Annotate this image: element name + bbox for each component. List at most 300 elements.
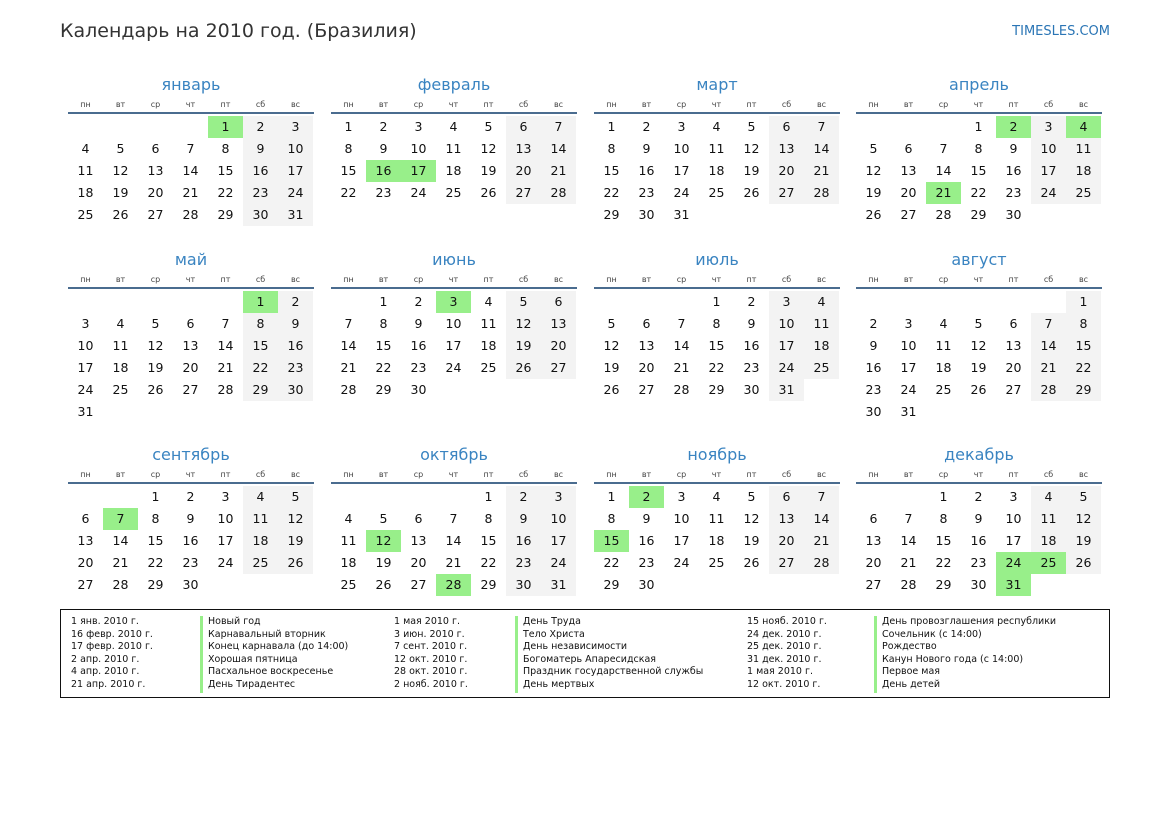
weekday-label: пн	[343, 100, 354, 109]
week-row	[856, 508, 1102, 530]
weekday-label: чт	[448, 100, 459, 109]
empty-cell	[961, 291, 996, 313]
day-cell: 20	[769, 160, 804, 182]
day-cell: 21	[926, 182, 961, 204]
empty-cell	[891, 486, 926, 508]
day-cell: 24	[217, 555, 234, 570]
week-row	[856, 313, 1102, 335]
empty-cell	[103, 291, 138, 313]
day-cell: 11	[1066, 138, 1101, 160]
day-cell: 22	[603, 185, 620, 200]
day-cell: 16	[243, 160, 278, 182]
day-cell: 22	[480, 555, 497, 570]
weekday-label: сб	[1043, 100, 1054, 109]
weekday-label: пт	[746, 275, 757, 284]
day-cell: 14	[340, 338, 357, 353]
empty-cell	[996, 291, 1031, 313]
day-cell: 27	[865, 577, 882, 592]
day-cell: 19	[278, 530, 313, 552]
weekday-label: вт	[378, 100, 389, 109]
weekday-label: сб	[255, 275, 266, 284]
day-cell: 18	[804, 335, 839, 357]
legend-date: 16 февр. 2010 г.	[71, 628, 153, 640]
day-cell: 18	[243, 530, 278, 552]
week-row	[68, 116, 314, 138]
day-cell: 8	[607, 141, 616, 156]
weekday-label: пт	[1008, 100, 1019, 109]
week-row	[68, 574, 314, 596]
day-cell: 23	[375, 185, 392, 200]
weekday-header	[331, 275, 577, 289]
day-cell: 1	[208, 116, 243, 138]
day-cell: 16	[278, 335, 313, 357]
day-cell: 16	[410, 338, 427, 353]
weekday-label: ср	[413, 275, 424, 284]
legend-holiday-name: Пасхальное воскресенье	[208, 666, 334, 678]
weekday-label: сб	[781, 275, 792, 284]
legend-holiday-name: День Труда	[523, 616, 581, 627]
day-cell: 27	[1005, 382, 1022, 397]
legend-date: 24 дек. 2010 г.	[747, 628, 822, 640]
legend-date: 2 нояб. 2010 г.	[394, 678, 468, 690]
day-cell: 17	[673, 163, 690, 178]
day-cell: 5	[116, 141, 125, 156]
day-cell: 2	[506, 486, 541, 508]
empty-cell	[804, 379, 839, 401]
day-cell: 30	[970, 577, 987, 592]
day-cell: 26	[278, 552, 313, 574]
weekday-label: пт	[746, 470, 757, 479]
day-cell: 1	[1066, 291, 1101, 313]
weekday-label: сб	[1043, 470, 1054, 479]
day-cell: 4	[1031, 486, 1066, 508]
day-cell: 13	[77, 533, 94, 548]
day-cell: 6	[414, 511, 423, 526]
month-12	[856, 443, 1102, 596]
empty-cell	[664, 291, 699, 313]
legend-date: 12 окт. 2010 г.	[394, 653, 468, 665]
day-cell: 28	[900, 577, 917, 592]
day-cell: 11	[340, 533, 357, 548]
day-cell: 9	[186, 511, 195, 526]
day-cell: 30	[506, 574, 541, 596]
week-row	[331, 291, 577, 313]
day-cell: 1	[344, 119, 353, 134]
day-cell: 23	[1005, 185, 1022, 200]
legend-date: 17 февр. 2010 г.	[71, 641, 153, 653]
weekday-label: вс	[553, 275, 564, 284]
day-cell: 17	[673, 533, 690, 548]
legend-holiday-name: Карнавальный вторник	[208, 628, 326, 640]
day-cell: 7	[804, 486, 839, 508]
day-cell: 15	[1066, 335, 1101, 357]
legend-holiday-name: Хорошая пятница	[208, 653, 298, 665]
empty-cell	[278, 574, 313, 596]
empty-cell	[401, 486, 436, 508]
weekday-label: ср	[938, 100, 949, 109]
day-cell: 25	[480, 360, 497, 375]
day-cell: 9	[243, 138, 278, 160]
day-cell: 7	[1031, 313, 1066, 335]
day-cell: 29	[603, 577, 620, 592]
weekday-header	[594, 470, 840, 484]
day-cell: 13	[865, 533, 882, 548]
day-cell: 10	[278, 138, 313, 160]
weekday-label: вс	[553, 470, 564, 479]
week-row	[856, 204, 1102, 226]
day-cell: 29	[1066, 379, 1101, 401]
day-cell: 8	[484, 511, 493, 526]
week-row	[331, 313, 577, 335]
weekday-label: чт	[448, 470, 459, 479]
day-cell: 4	[712, 489, 721, 504]
day-cell: 17	[77, 360, 94, 375]
day-cell: 26	[147, 382, 164, 397]
weekday-label: вс	[816, 100, 827, 109]
day-cell: 31	[673, 207, 690, 222]
empty-cell	[926, 401, 961, 423]
day-cell: 14	[445, 533, 462, 548]
day-cell: 23	[970, 555, 987, 570]
day-cell: 25	[708, 555, 725, 570]
legend-holiday-name: День Тирадентес	[208, 678, 296, 690]
day-cell: 12	[147, 338, 164, 353]
day-cell: 26	[603, 382, 620, 397]
day-cell: 19	[865, 185, 882, 200]
day-cell: 5	[974, 316, 983, 331]
empty-cell	[138, 116, 173, 138]
day-cell: 27	[77, 577, 94, 592]
day-cell: 31	[278, 204, 313, 226]
month-8	[856, 248, 1102, 423]
day-cell: 10	[769, 313, 804, 335]
day-cell: 23	[410, 360, 427, 375]
day-cell: 15	[217, 163, 234, 178]
weekday-label: чт	[973, 470, 984, 479]
day-cell: 3	[904, 316, 913, 331]
empty-cell	[856, 486, 891, 508]
week-row	[331, 116, 577, 138]
week-row	[856, 357, 1102, 379]
empty-cell	[664, 574, 699, 596]
weekday-label: вт	[641, 100, 652, 109]
empty-cell	[541, 379, 576, 401]
legend-date: 4 апр. 2010 г.	[71, 666, 140, 678]
day-cell: 9	[642, 141, 651, 156]
day-cell: 20	[182, 360, 199, 375]
week-row	[856, 401, 1102, 423]
day-cell: 17	[278, 160, 313, 182]
month-6	[331, 248, 577, 401]
day-cell: 18	[480, 338, 497, 353]
site-link[interactable]: TIMESLES.COM	[1012, 24, 1110, 39]
weekday-label: пт	[483, 275, 494, 284]
day-cell: 20	[410, 555, 427, 570]
day-cell: 9	[506, 508, 541, 530]
weekday-label: пн	[80, 275, 91, 284]
day-cell: 24	[77, 382, 94, 397]
week-row	[594, 530, 840, 552]
week-row	[68, 508, 314, 530]
empty-cell	[173, 116, 208, 138]
day-cell: 18	[77, 185, 94, 200]
day-cell: 2	[414, 294, 423, 309]
day-cell: 9	[869, 338, 878, 353]
day-cell: 7	[103, 508, 138, 530]
week-row	[68, 401, 314, 423]
day-cell: 5	[278, 486, 313, 508]
day-cell: 18	[112, 360, 129, 375]
empty-cell	[891, 291, 926, 313]
empty-cell	[1066, 401, 1101, 423]
day-cell: 19	[970, 360, 987, 375]
day-cell: 29	[970, 207, 987, 222]
day-cell: 3	[436, 291, 471, 313]
day-cell: 8	[379, 316, 388, 331]
day-cell: 17	[769, 335, 804, 357]
day-cell: 8	[607, 511, 616, 526]
day-cell: 19	[147, 360, 164, 375]
week-row	[68, 160, 314, 182]
weekday-label: сб	[518, 100, 529, 109]
month-9	[68, 443, 314, 596]
week-row	[856, 530, 1102, 552]
weekday-label: ср	[413, 470, 424, 479]
day-cell: 16	[506, 530, 541, 552]
day-cell: 13	[769, 508, 804, 530]
day-cell: 18	[1031, 530, 1066, 552]
day-cell: 3	[278, 116, 313, 138]
empty-cell	[996, 401, 1031, 423]
week-row	[331, 379, 577, 401]
day-cell: 22	[340, 185, 357, 200]
day-cell: 3	[1031, 116, 1066, 138]
weekday-label: сб	[518, 275, 529, 284]
empty-cell	[856, 116, 891, 138]
empty-cell	[103, 116, 138, 138]
empty-cell	[699, 574, 734, 596]
day-cell: 28	[340, 382, 357, 397]
day-cell: 4	[243, 486, 278, 508]
day-cell: 21	[541, 160, 576, 182]
empty-cell	[734, 204, 769, 226]
empty-cell	[769, 204, 804, 226]
day-cell: 28	[1031, 379, 1066, 401]
weekday-label: сб	[518, 470, 529, 479]
week-row	[594, 486, 840, 508]
legend-holiday-name: Первое мая	[882, 666, 940, 678]
legend-holiday-name: Новый год	[208, 616, 261, 627]
day-cell: 10	[673, 511, 690, 526]
day-cell: 21	[340, 360, 357, 375]
weekday-label: чт	[185, 100, 196, 109]
month-name: март	[696, 75, 738, 94]
empty-cell	[208, 574, 243, 596]
day-cell: 4	[939, 316, 948, 331]
day-cell: 17	[1031, 160, 1066, 182]
day-cell: 24	[769, 357, 804, 379]
week-row	[594, 335, 840, 357]
day-cell: 11	[804, 313, 839, 335]
day-cell: 4	[344, 511, 353, 526]
day-cell: 13	[506, 138, 541, 160]
day-cell: 7	[221, 316, 230, 331]
day-cell: 10	[673, 141, 690, 156]
empty-cell	[138, 401, 173, 423]
empty-cell	[1031, 401, 1066, 423]
day-cell: 28	[673, 382, 690, 397]
day-cell: 31	[996, 574, 1031, 596]
empty-cell	[856, 291, 891, 313]
day-cell: 29	[147, 577, 164, 592]
day-cell: 17	[401, 160, 436, 182]
day-cell: 13	[1005, 338, 1022, 353]
day-cell: 1	[243, 291, 278, 313]
month-name: сентябрь	[152, 445, 230, 464]
day-cell: 30	[865, 404, 882, 419]
day-cell: 19	[112, 185, 129, 200]
day-cell: 11	[480, 316, 497, 331]
day-cell: 2	[379, 119, 388, 134]
day-cell: 20	[900, 185, 917, 200]
empty-cell	[734, 574, 769, 596]
day-cell: 30	[743, 382, 760, 397]
day-cell: 21	[445, 555, 462, 570]
day-cell: 12	[603, 338, 620, 353]
weekday-label: чт	[711, 275, 722, 284]
weekday-label: ср	[676, 470, 687, 479]
day-cell: 14	[673, 338, 690, 353]
week-row	[68, 530, 314, 552]
day-cell: 15	[480, 533, 497, 548]
day-cell: 2	[629, 486, 664, 508]
day-cell: 24	[996, 552, 1031, 574]
day-cell: 29	[375, 382, 392, 397]
day-cell: 16	[638, 163, 655, 178]
month-name: октябрь	[420, 445, 488, 464]
weekday-header	[68, 470, 314, 484]
day-cell: 27	[900, 207, 917, 222]
week-row	[68, 552, 314, 574]
day-cell: 9	[379, 141, 388, 156]
legend-holiday-name: День независимости	[523, 641, 628, 653]
day-cell: 2	[243, 116, 278, 138]
day-cell: 9	[1009, 141, 1018, 156]
week-row	[68, 138, 314, 160]
week-row	[68, 204, 314, 226]
day-cell: 27	[506, 182, 541, 204]
weekday-label: сб	[255, 100, 266, 109]
day-cell: 8	[712, 316, 721, 331]
day-cell: 8	[939, 511, 948, 526]
day-cell: 12	[506, 313, 541, 335]
day-cell: 14	[935, 163, 952, 178]
week-row	[856, 335, 1102, 357]
weekday-label: пн	[606, 470, 617, 479]
week-row	[856, 574, 1102, 596]
day-cell: 21	[804, 530, 839, 552]
day-cell: 30	[410, 382, 427, 397]
day-cell: 22	[147, 555, 164, 570]
weekday-label: вт	[378, 470, 389, 479]
day-cell: 20	[769, 530, 804, 552]
weekday-label: пт	[483, 100, 494, 109]
weekday-label: пт	[746, 100, 757, 109]
day-cell: 5	[151, 316, 160, 331]
legend-dates-col-2	[394, 616, 468, 692]
weekday-label: пт	[220, 470, 231, 479]
legend-date: 28 окт. 2010 г.	[394, 666, 468, 678]
day-cell: 26	[112, 207, 129, 222]
day-cell: 29	[603, 207, 620, 222]
empty-cell	[243, 574, 278, 596]
weekday-label: вт	[378, 275, 389, 284]
day-cell: 19	[375, 555, 392, 570]
day-cell: 11	[1031, 508, 1066, 530]
empty-cell	[138, 291, 173, 313]
day-cell: 15	[375, 338, 392, 353]
day-cell: 28	[217, 382, 234, 397]
week-row	[68, 379, 314, 401]
weekday-label: вт	[903, 470, 914, 479]
day-cell: 1	[939, 489, 948, 504]
day-cell: 11	[243, 508, 278, 530]
weekday-label: сб	[781, 470, 792, 479]
legend-names-col-2	[517, 616, 703, 692]
empty-cell	[68, 116, 103, 138]
weekday-label: вт	[903, 275, 914, 284]
day-cell: 16	[366, 160, 401, 182]
weekday-label: чт	[711, 470, 722, 479]
legend-dates-col-3	[747, 616, 827, 692]
day-cell: 4	[1066, 116, 1101, 138]
day-cell: 13	[147, 163, 164, 178]
month-7	[594, 248, 840, 401]
legend-date: 21 апр. 2010 г.	[71, 678, 146, 690]
day-cell: 17	[541, 530, 576, 552]
weekday-label: ср	[938, 470, 949, 479]
weekday-label: пн	[606, 275, 617, 284]
day-cell: 13	[410, 533, 427, 548]
day-cell: 1	[151, 489, 160, 504]
empty-cell	[1031, 574, 1066, 596]
day-cell: 12	[743, 511, 760, 526]
day-cell: 23	[182, 555, 199, 570]
day-cell: 6	[541, 291, 576, 313]
day-cell: 5	[1066, 486, 1101, 508]
month-name: январь	[161, 75, 221, 94]
weekday-label: вс	[290, 470, 301, 479]
day-cell: 18	[708, 163, 725, 178]
day-cell: 18	[935, 360, 952, 375]
week-row	[856, 182, 1102, 204]
weekday-label: вт	[903, 100, 914, 109]
day-cell: 6	[769, 486, 804, 508]
day-cell: 17	[217, 533, 234, 548]
day-cell: 14	[182, 163, 199, 178]
day-cell: 25	[804, 357, 839, 379]
day-cell: 28	[935, 207, 952, 222]
day-cell: 24	[410, 185, 427, 200]
day-cell: 10	[900, 338, 917, 353]
empty-cell	[103, 486, 138, 508]
day-cell: 2	[747, 294, 756, 309]
weekday-label: пт	[220, 100, 231, 109]
day-cell: 31	[77, 404, 94, 419]
day-cell: 24	[541, 552, 576, 574]
day-cell: 17	[1005, 533, 1022, 548]
weekday-label: сб	[255, 470, 266, 479]
